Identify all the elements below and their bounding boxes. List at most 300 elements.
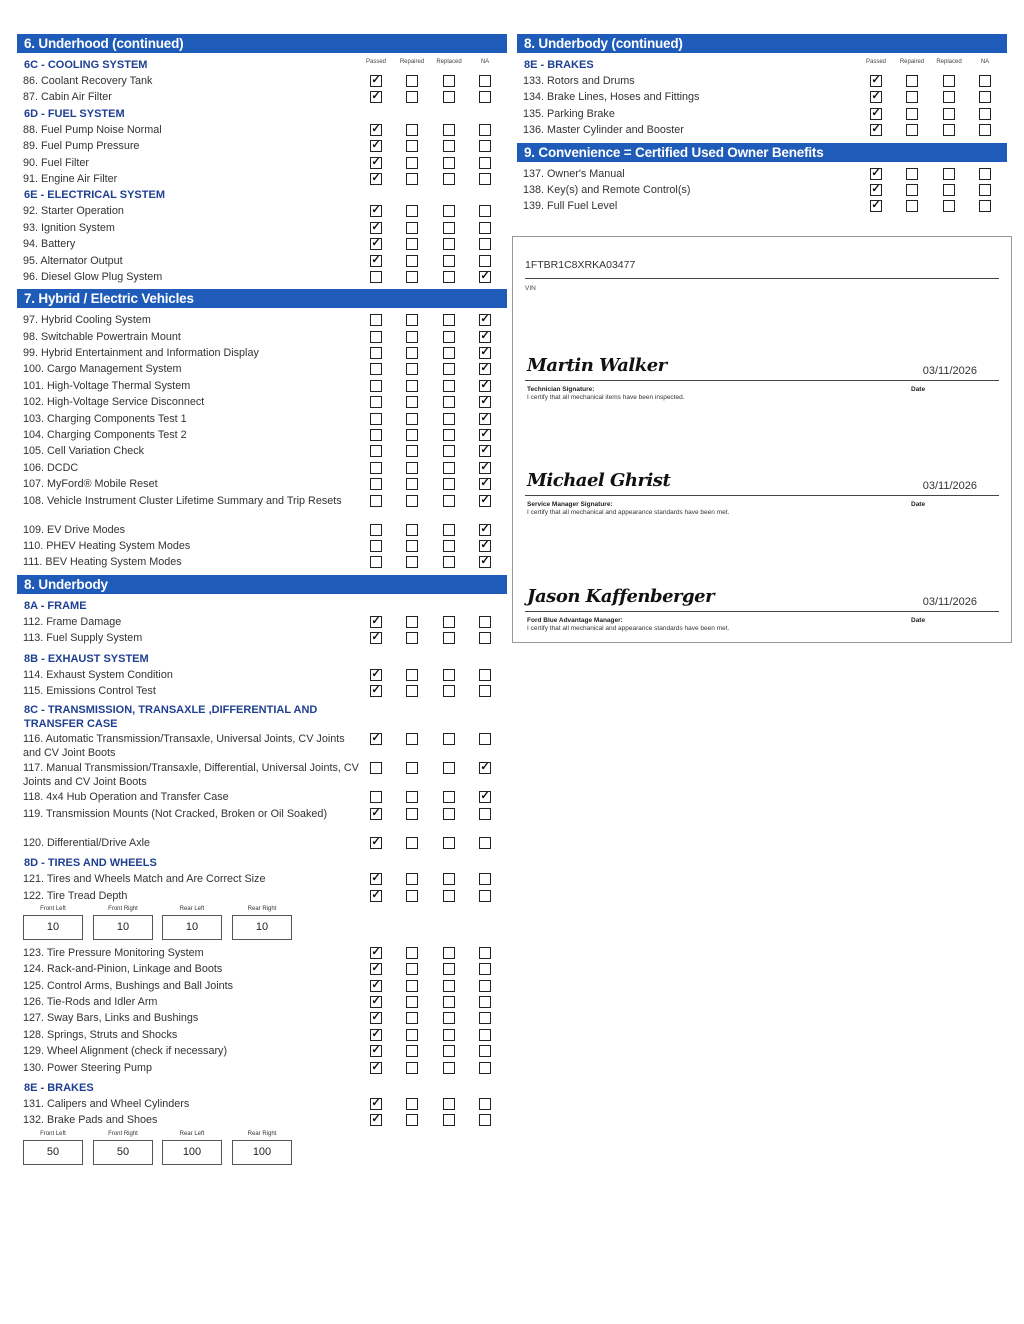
checklist-item xyxy=(17,394,507,410)
repaired-checkbox[interactable] xyxy=(406,791,418,803)
technician-role-label: Technician Signature: xyxy=(527,386,595,393)
passed-checkbox[interactable]: ✓ xyxy=(371,1044,381,1057)
passed-checkbox[interactable] xyxy=(370,429,382,441)
na-checkbox[interactable]: ✓ xyxy=(480,477,490,490)
passed-checkbox[interactable]: ✓ xyxy=(371,1113,381,1126)
repaired-checkbox[interactable] xyxy=(406,1114,418,1126)
na-checkbox[interactable] xyxy=(479,255,491,267)
replaced-checkbox[interactable] xyxy=(443,380,455,392)
checklist-item xyxy=(17,945,507,961)
repaired-checkbox[interactable] xyxy=(406,380,418,392)
replaced-checkbox[interactable] xyxy=(443,808,455,820)
na-checkbox[interactable] xyxy=(479,980,491,992)
na-checkbox[interactable] xyxy=(979,75,991,87)
checklist-item-label: 120. Differential/Drive Axle xyxy=(23,836,151,849)
replaced-checkbox[interactable] xyxy=(443,91,455,103)
replaced-checkbox[interactable] xyxy=(443,1012,455,1024)
replaced-checkbox[interactable] xyxy=(443,255,455,267)
repaired-checkbox[interactable] xyxy=(406,363,418,375)
replaced-checkbox[interactable] xyxy=(443,222,455,234)
passed-checkbox[interactable] xyxy=(370,380,382,392)
na-checkbox[interactable]: ✓ xyxy=(480,428,490,441)
replaced-checkbox[interactable] xyxy=(443,685,455,697)
column-header-replaced: Replaced xyxy=(936,59,962,65)
passed-checkbox[interactable]: ✓ xyxy=(371,1027,381,1040)
replaced-checkbox[interactable] xyxy=(443,173,455,185)
checklist-item-label: 133. Rotors and Drums xyxy=(523,75,635,87)
repaired-checkbox[interactable] xyxy=(906,168,918,180)
checklist-item-label: 116. Automatic Transmission/Transaxle, Universal Joints, CV Joints and CV Joint Boots xyxy=(23,733,345,760)
na-checkbox[interactable]: ✓ xyxy=(480,761,490,774)
measurement-field-rear-left[interactable]: 100 xyxy=(162,1140,222,1165)
replaced-checkbox[interactable] xyxy=(443,980,455,992)
checklist-item xyxy=(17,329,507,345)
repaired-checkbox[interactable] xyxy=(406,1062,418,1074)
checklist-item-label: 139. Full Fuel Level xyxy=(523,200,618,213)
service-manager-role-label: Service Manager Signature: xyxy=(527,501,613,508)
technician-signature: Martin Walker xyxy=(527,355,667,376)
signature-panel xyxy=(512,236,1012,643)
na-checkbox[interactable] xyxy=(479,996,491,1008)
measurement-field-rear-right[interactable]: 100 xyxy=(232,1140,292,1165)
checklist-item-label: 129. Wheel Alignment (check if necessary) xyxy=(23,1045,228,1058)
passed-checkbox[interactable]: ✓ xyxy=(371,1011,381,1024)
checklist-item-label: 95. Alternator Output xyxy=(23,254,123,267)
checklist-item-label: 115. Emissions Control Test xyxy=(23,684,156,697)
checklist-item-label: 137. Owner's Manual xyxy=(523,167,625,180)
na-checkbox[interactable] xyxy=(479,808,491,820)
na-checkbox[interactable]: ✓ xyxy=(480,395,490,408)
passed-checkbox[interactable]: ✓ xyxy=(371,74,381,86)
repaired-checkbox[interactable] xyxy=(406,478,418,490)
passed-checkbox[interactable]: ✓ xyxy=(371,1060,381,1073)
replaced-checkbox[interactable] xyxy=(443,314,455,326)
na-checkbox[interactable] xyxy=(479,616,491,628)
replaced-checkbox[interactable] xyxy=(443,669,455,681)
checklist-item-label: 98. Switchable Powertrain Mount xyxy=(23,330,181,343)
replaced-checkbox[interactable] xyxy=(443,495,455,507)
na-checkbox[interactable] xyxy=(479,1062,491,1074)
na-checkbox[interactable] xyxy=(979,108,991,120)
repaired-checkbox[interactable] xyxy=(906,184,918,196)
checklist-item-label: 97. Hybrid Cooling System xyxy=(23,314,151,327)
passed-checkbox[interactable]: ✓ xyxy=(371,155,381,168)
repaired-checkbox[interactable] xyxy=(406,445,418,457)
replaced-checkbox[interactable] xyxy=(443,873,455,885)
repaired-checkbox[interactable] xyxy=(406,140,418,152)
measurement-field-front-right[interactable]: 50 xyxy=(93,1140,153,1165)
passed-checkbox[interactable] xyxy=(370,478,382,490)
section-banner: 9. Convenience = Certified Used Owner Benefits xyxy=(517,143,1007,162)
repaired-checkbox[interactable] xyxy=(406,1098,418,1110)
passed-checkbox[interactable]: ✓ xyxy=(371,614,381,627)
replaced-checkbox[interactable] xyxy=(443,963,455,975)
checklist-item-label: 111. BEV Heating System Modes xyxy=(23,556,182,569)
replaced-checkbox[interactable] xyxy=(443,1114,455,1126)
checklist-item-label: 94. Battery xyxy=(23,238,76,251)
checklist-item xyxy=(17,683,507,699)
subsection-heading: 6C - COOLING SYSTEM xyxy=(24,59,148,71)
passed-checkbox[interactable]: ✓ xyxy=(371,806,381,819)
checklist-item-label: 101. High-Voltage Thermal System xyxy=(23,379,191,392)
replaced-checkbox[interactable] xyxy=(443,996,455,1008)
replaced-checkbox[interactable] xyxy=(443,616,455,628)
na-checkbox[interactable]: ✓ xyxy=(480,538,490,551)
repaired-checkbox[interactable] xyxy=(406,873,418,885)
passed-checkbox[interactable]: ✓ xyxy=(371,683,381,696)
replaced-checkbox[interactable] xyxy=(443,762,455,774)
passed-checkbox[interactable] xyxy=(370,540,382,552)
replaced-checkbox[interactable] xyxy=(443,445,455,457)
passed-checkbox[interactable]: ✓ xyxy=(371,631,381,644)
repaired-checkbox[interactable] xyxy=(906,108,918,120)
passed-checkbox[interactable] xyxy=(370,363,382,375)
passed-checkbox[interactable] xyxy=(370,495,382,507)
passed-checkbox[interactable] xyxy=(370,314,382,326)
technician-date: 03/11/2026 xyxy=(922,365,977,377)
na-checkbox[interactable] xyxy=(479,837,491,849)
replaced-checkbox[interactable] xyxy=(443,462,455,474)
na-checkbox[interactable]: ✓ xyxy=(480,411,490,424)
repaired-checkbox[interactable] xyxy=(406,1029,418,1041)
passed-checkbox[interactable]: ✓ xyxy=(371,139,381,152)
na-checkbox[interactable]: ✓ xyxy=(480,493,490,506)
passed-checkbox[interactable]: ✓ xyxy=(371,667,381,680)
na-checkbox[interactable] xyxy=(479,890,491,902)
repaired-checkbox[interactable] xyxy=(406,271,418,283)
passed-checkbox[interactable]: ✓ xyxy=(871,106,881,119)
measurement-field-front-left[interactable]: 10 xyxy=(23,915,83,940)
column-header-na: NA xyxy=(480,59,490,65)
replaced-checkbox[interactable] xyxy=(443,140,455,152)
checklist-item-label: 130. Power Steering Pump xyxy=(23,1061,153,1074)
passed-checkbox[interactable]: ✓ xyxy=(371,835,381,848)
signature-line xyxy=(525,380,999,381)
repaired-checkbox[interactable] xyxy=(406,314,418,326)
repaired-checkbox[interactable] xyxy=(406,762,418,774)
na-checkbox[interactable] xyxy=(479,963,491,975)
checklist-item xyxy=(17,835,507,851)
passed-checkbox[interactable] xyxy=(370,762,382,774)
na-checkbox[interactable] xyxy=(479,1012,491,1024)
vin-value: 1FTBR1C8XRKA03477 xyxy=(525,259,636,271)
checklist-item-label: 91. Engine Air Filter xyxy=(23,172,118,185)
left-column xyxy=(17,34,507,1170)
na-checkbox[interactable] xyxy=(479,75,491,87)
checklist-item xyxy=(17,411,507,427)
blue-advantage-manager-signature: Jason Kaffenberger xyxy=(527,586,715,607)
passed-checkbox[interactable]: ✓ xyxy=(371,1097,381,1110)
column-header-passed: Passed xyxy=(365,59,386,65)
replaced-checkbox[interactable] xyxy=(443,540,455,552)
passed-checkbox[interactable]: ✓ xyxy=(371,962,381,975)
replaced-checkbox[interactable] xyxy=(443,205,455,217)
passed-checkbox[interactable]: ✓ xyxy=(371,171,381,184)
checklist-item-label: 134. Brake Lines, Hoses and Fittings xyxy=(523,91,700,104)
replaced-checkbox[interactable] xyxy=(443,733,455,745)
passed-checkbox[interactable]: ✓ xyxy=(371,204,381,217)
repaired-checkbox[interactable] xyxy=(406,91,418,103)
na-checkbox[interactable] xyxy=(979,200,991,212)
vin-line xyxy=(525,278,999,279)
replaced-checkbox[interactable] xyxy=(943,108,955,120)
repaired-checkbox[interactable] xyxy=(406,556,418,568)
passed-checkbox[interactable] xyxy=(370,445,382,457)
repaired-checkbox[interactable] xyxy=(406,837,418,849)
measurement-field-front-right[interactable]: 10 xyxy=(93,915,153,940)
passed-checkbox[interactable]: ✓ xyxy=(871,74,881,86)
checklist-item-label: 90. Fuel Filter xyxy=(23,156,90,169)
passed-checkbox[interactable]: ✓ xyxy=(871,182,881,195)
checklist-item xyxy=(517,198,1007,214)
repaired-checkbox[interactable] xyxy=(406,685,418,697)
replaced-checkbox[interactable] xyxy=(443,1062,455,1074)
repaired-checkbox[interactable] xyxy=(406,947,418,959)
passed-checkbox[interactable]: ✓ xyxy=(871,199,881,212)
repaired-checkbox[interactable] xyxy=(406,347,418,359)
passed-checkbox[interactable] xyxy=(370,271,382,283)
vin-caption: VIN xyxy=(525,285,536,292)
na-checkbox[interactable] xyxy=(479,1114,491,1126)
checklist-item xyxy=(17,1060,507,1076)
na-checkbox[interactable]: ✓ xyxy=(480,346,490,359)
replaced-checkbox[interactable] xyxy=(443,478,455,490)
passed-checkbox[interactable]: ✓ xyxy=(871,90,881,103)
checklist-item xyxy=(17,89,507,105)
replaced-checkbox[interactable] xyxy=(443,75,455,87)
na-checkbox[interactable] xyxy=(479,1098,491,1110)
passed-checkbox[interactable] xyxy=(370,462,382,474)
na-checkbox[interactable]: ✓ xyxy=(480,269,490,282)
repaired-checkbox[interactable] xyxy=(406,157,418,169)
passed-checkbox[interactable] xyxy=(370,413,382,425)
na-checkbox[interactable] xyxy=(479,173,491,185)
signature-line xyxy=(525,611,999,612)
na-checkbox[interactable] xyxy=(979,168,991,180)
checklist-item xyxy=(17,630,507,646)
passed-checkbox[interactable] xyxy=(370,396,382,408)
repaired-checkbox[interactable] xyxy=(406,733,418,745)
replaced-checkbox[interactable] xyxy=(443,429,455,441)
replaced-checkbox[interactable] xyxy=(443,363,455,375)
repaired-checkbox[interactable] xyxy=(406,396,418,408)
na-checkbox[interactable] xyxy=(479,157,491,169)
replaced-checkbox[interactable] xyxy=(943,168,955,180)
measurement-label-front-right: Front Right xyxy=(108,905,138,912)
passed-checkbox[interactable]: ✓ xyxy=(371,220,381,233)
na-checkbox[interactable]: ✓ xyxy=(480,444,490,457)
checklist-item-label: 105. Cell Variation Check xyxy=(23,445,145,458)
passed-checkbox[interactable] xyxy=(370,347,382,359)
na-checkbox[interactable] xyxy=(479,947,491,959)
replaced-checkbox[interactable] xyxy=(443,347,455,359)
passed-checkbox[interactable]: ✓ xyxy=(371,995,381,1008)
replaced-checkbox[interactable] xyxy=(443,124,455,136)
passed-checkbox[interactable]: ✓ xyxy=(871,166,881,179)
na-checkbox[interactable]: ✓ xyxy=(480,555,490,568)
na-checkbox[interactable]: ✓ xyxy=(480,460,490,473)
replaced-checkbox[interactable] xyxy=(443,413,455,425)
checklist-item xyxy=(17,1112,507,1128)
replaced-checkbox[interactable] xyxy=(443,331,455,343)
repaired-checkbox[interactable] xyxy=(406,255,418,267)
passed-checkbox[interactable]: ✓ xyxy=(371,90,381,103)
repaired-checkbox[interactable] xyxy=(406,331,418,343)
replaced-checkbox[interactable] xyxy=(443,238,455,250)
repaired-checkbox[interactable] xyxy=(406,996,418,1008)
measurement-field-rear-left[interactable]: 10 xyxy=(162,915,222,940)
na-checkbox[interactable]: ✓ xyxy=(480,790,490,803)
na-checkbox[interactable] xyxy=(479,205,491,217)
subsection-heading: 8D - TIRES AND WHEELS xyxy=(24,857,157,870)
measurement-field-front-left[interactable]: 50 xyxy=(23,1140,83,1165)
checklist-item xyxy=(17,1043,507,1059)
repaired-checkbox[interactable] xyxy=(906,75,918,87)
checklist-item xyxy=(17,443,507,459)
repaired-checkbox[interactable] xyxy=(406,1012,418,1024)
checklist-item xyxy=(17,236,507,252)
repaired-checkbox[interactable] xyxy=(406,222,418,234)
checklist-item xyxy=(17,460,507,476)
checklist-item xyxy=(17,1027,507,1043)
passed-checkbox[interactable]: ✓ xyxy=(371,872,381,885)
passed-checkbox[interactable]: ✓ xyxy=(371,945,381,958)
replaced-checkbox[interactable] xyxy=(943,200,955,212)
replaced-checkbox[interactable] xyxy=(443,791,455,803)
replaced-checkbox[interactable] xyxy=(443,396,455,408)
replaced-checkbox[interactable] xyxy=(943,124,955,136)
na-checkbox[interactable] xyxy=(479,222,491,234)
repaired-checkbox[interactable] xyxy=(406,963,418,975)
measurement-fields xyxy=(17,1140,507,1170)
passed-checkbox[interactable]: ✓ xyxy=(371,888,381,901)
repaired-checkbox[interactable] xyxy=(406,238,418,250)
passed-checkbox[interactable]: ✓ xyxy=(871,123,881,136)
replaced-checkbox[interactable] xyxy=(443,524,455,536)
na-checkbox[interactable] xyxy=(479,1045,491,1057)
repaired-checkbox[interactable] xyxy=(906,91,918,103)
na-checkbox[interactable] xyxy=(479,91,491,103)
replaced-checkbox[interactable] xyxy=(443,947,455,959)
replaced-checkbox[interactable] xyxy=(443,1029,455,1041)
checklist-item xyxy=(17,1010,507,1026)
date-caption: Date xyxy=(911,501,926,508)
checklist-item xyxy=(17,760,507,789)
na-checkbox[interactable]: ✓ xyxy=(480,362,490,375)
repaired-checkbox[interactable] xyxy=(406,980,418,992)
repaired-checkbox[interactable] xyxy=(406,669,418,681)
repaired-checkbox[interactable] xyxy=(906,124,918,136)
na-checkbox[interactable] xyxy=(479,873,491,885)
measurement-fields xyxy=(17,915,507,945)
na-checkbox[interactable] xyxy=(479,238,491,250)
replaced-checkbox[interactable] xyxy=(443,157,455,169)
checklist-item xyxy=(17,203,507,219)
technician-certification: I certify that all mechanical items have been inspected. xyxy=(527,394,685,401)
replaced-checkbox[interactable] xyxy=(943,91,955,103)
repaired-checkbox[interactable] xyxy=(906,200,918,212)
repaired-checkbox[interactable] xyxy=(406,75,418,87)
na-checkbox[interactable] xyxy=(979,91,991,103)
passed-checkbox[interactable] xyxy=(370,331,382,343)
na-checkbox[interactable]: ✓ xyxy=(480,522,490,535)
blue-advantage-manager-role-label: Ford Blue Advantage Manager: xyxy=(527,617,623,624)
repaired-checkbox[interactable] xyxy=(406,632,418,644)
replaced-checkbox[interactable] xyxy=(443,632,455,644)
repaired-checkbox[interactable] xyxy=(406,808,418,820)
measurement-label-rear-right: Rear Right xyxy=(247,1130,277,1137)
checklist-item xyxy=(17,378,507,394)
replaced-checkbox[interactable] xyxy=(443,837,455,849)
na-checkbox[interactable] xyxy=(479,124,491,136)
repaired-checkbox[interactable] xyxy=(406,524,418,536)
checklist-item xyxy=(17,806,507,835)
na-checkbox[interactable] xyxy=(479,733,491,745)
na-checkbox[interactable] xyxy=(479,1029,491,1041)
measurement-label-rear-left: Rear Left xyxy=(179,905,205,912)
repaired-checkbox[interactable] xyxy=(406,616,418,628)
repaired-checkbox[interactable] xyxy=(406,540,418,552)
blue-advantage-manager-certification: I certify that all mechanical and appearance standards have been met. xyxy=(527,625,730,632)
repaired-checkbox[interactable] xyxy=(406,124,418,136)
repaired-checkbox[interactable] xyxy=(406,495,418,507)
na-checkbox[interactable] xyxy=(479,140,491,152)
replaced-checkbox[interactable] xyxy=(443,556,455,568)
na-checkbox[interactable]: ✓ xyxy=(480,329,490,342)
repaired-checkbox[interactable] xyxy=(406,173,418,185)
na-checkbox[interactable]: ✓ xyxy=(480,313,490,326)
column-header-repaired: Repaired xyxy=(399,59,425,65)
repaired-checkbox[interactable] xyxy=(406,413,418,425)
passed-checkbox[interactable]: ✓ xyxy=(371,122,381,135)
na-checkbox[interactable] xyxy=(479,669,491,681)
passed-checkbox[interactable] xyxy=(370,556,382,568)
passed-checkbox[interactable] xyxy=(370,524,382,536)
passed-checkbox[interactable]: ✓ xyxy=(371,237,381,250)
measurement-label-front-left: Front Left xyxy=(40,1130,66,1137)
replaced-checkbox[interactable] xyxy=(443,1098,455,1110)
passed-checkbox[interactable]: ✓ xyxy=(371,253,381,266)
passed-checkbox[interactable]: ✓ xyxy=(371,732,381,745)
checklist-item xyxy=(517,166,1007,182)
repaired-checkbox[interactable] xyxy=(406,205,418,217)
na-checkbox[interactable] xyxy=(479,685,491,697)
checklist-item-label: 127. Sway Bars, Links and Bushings xyxy=(23,1012,199,1025)
blue-advantage-manager-signature-block xyxy=(525,586,999,676)
passed-checkbox[interactable] xyxy=(370,791,382,803)
replaced-checkbox[interactable] xyxy=(443,1045,455,1057)
checklist-item-label: 103. Charging Components Test 1 xyxy=(23,412,187,425)
na-checkbox[interactable] xyxy=(979,124,991,136)
column-header-passed: Passed xyxy=(865,59,886,65)
na-checkbox[interactable] xyxy=(979,184,991,196)
na-checkbox[interactable]: ✓ xyxy=(480,378,490,391)
section-banner: 7. Hybrid / Electric Vehicles xyxy=(17,289,507,308)
repaired-checkbox[interactable] xyxy=(406,462,418,474)
checklist-item-label: 117. Manual Transmission/Transaxle, Differential, Universal Joints, CV Joints and CV Joint Boots xyxy=(23,762,359,789)
replaced-checkbox[interactable] xyxy=(443,271,455,283)
replaced-checkbox[interactable] xyxy=(443,890,455,902)
repaired-checkbox[interactable] xyxy=(406,890,418,902)
subsection-heading: 8E - BRAKES xyxy=(524,59,594,71)
passed-checkbox[interactable]: ✓ xyxy=(371,978,381,991)
repaired-checkbox[interactable] xyxy=(406,429,418,441)
replaced-checkbox[interactable] xyxy=(943,184,955,196)
repaired-checkbox[interactable] xyxy=(406,1045,418,1057)
measurement-field-rear-right[interactable]: 10 xyxy=(232,915,292,940)
na-checkbox[interactable] xyxy=(479,632,491,644)
replaced-checkbox[interactable] xyxy=(943,75,955,87)
